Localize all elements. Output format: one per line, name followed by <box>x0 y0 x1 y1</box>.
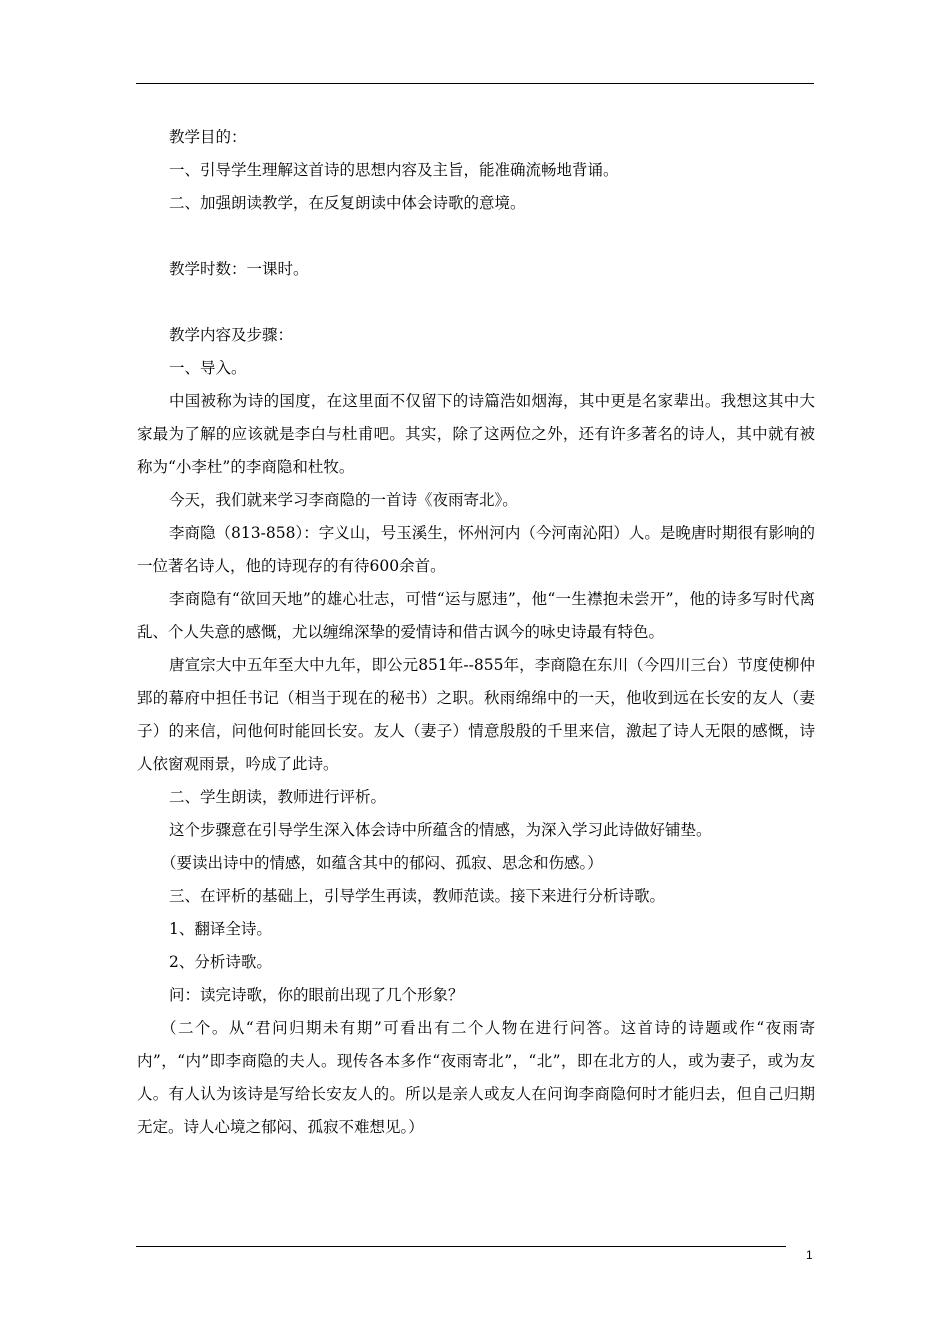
lesson-plan-body <box>137 121 815 1144</box>
step2-title: 二、学生朗读，教师进行评析。 <box>169 788 387 806</box>
step1-paragraph: 李商隐（813-858）：字义山，号玉溪生，怀州河内（今河南沁阳）人。是晚唐时期很有影响的一位著名诗人，他的诗现存的有待600余首。 <box>137 524 815 575</box>
step3-answer: （二个。从“君问归期未有期”可看出有二个人物在进行问答。这首诗的诗题或作“夜雨寄内”，“内”即李商隐的夫人。现传各本多作“夜雨寄北”，“北”，即在北方的人，或为妻子，或为友人。有人认为该诗是写给长安友人的。所以是亲人或友人在问询李商隐何时才能归去，但自己归期无定。诗人心境之郁闷、孤寂不难想见。） <box>137 1019 815 1136</box>
step3-item-1: 1、翻译全诗。 <box>169 920 272 938</box>
objective-item-1: 一、引导学生理解这首诗的思想内容及主旨，能准确流畅地背诵。 <box>169 161 619 179</box>
step3-question: 问：读完诗歌，你的眼前出现了几个形象？ <box>169 986 464 1004</box>
content-heading: 教学内容及步骤： <box>169 326 294 344</box>
step2-note: （要读出诗中的情感，如蕴含其中的郁闷、孤寂、思念和伤感。） <box>161 854 603 872</box>
objective-heading: 教学目的： <box>169 128 247 146</box>
footer-rule <box>136 1246 786 1247</box>
step1-paragraph: 中国被称为诗的国度，在这里面不仅留下的诗篇浩如烟海，其中更是名家辈出。我想这其中大家最为了解的应该就是李白与杜甫吧。其实，除了这两位之外，还有许多著名的诗人，其中就有被称为“小李杜”的李商隐和杜牧。 <box>137 392 815 476</box>
step2-paragraph: 这个步骤意在引导学生深入体会诗中所蕴含的情感，为深入学习此诗做好铺垫。 <box>169 821 712 839</box>
step3-title: 三、在评析的基础上，引导学生再读，教师范读。接下来进行分析诗歌。 <box>169 887 666 905</box>
duration-text: 教学时数：一课时。 <box>169 260 309 278</box>
step1-paragraph: 唐宣宗大中五年至大中九年，即公元851年--855年，李商隐在东川（今四川三台）节度使柳仲郢的幕府中担任书记（相当于现在的秘书）之职。秋雨绵绵中的一天，他收到远在长安的友人（妻子）的来信，问他何时能回长安。友人（妻子）情意殷殷的千里来信，激起了诗人无限的感慨，诗人依窗观雨景，吟成了此诗。 <box>137 656 815 773</box>
step3-item-2: 2、分析诗歌。 <box>169 953 272 971</box>
header-rule <box>136 83 814 84</box>
spacer <box>137 220 815 253</box>
objective-item-2: 二、加强朗读教学，在反复朗读中体会诗歌的意境。 <box>169 194 526 212</box>
spacer <box>137 286 815 319</box>
step1-title: 一、导入。 <box>169 359 247 377</box>
page-number: 1 <box>806 1248 813 1262</box>
step1-paragraph: 李商隐有“欲回天地”的雄心壮志，可惜“运与愿违”，他“一生襟抱未尝开”，他的诗多写时代离乱、个人失意的感慨，尤以缠绵深挚的爱情诗和借古讽今的咏史诗最有特色。 <box>137 590 815 641</box>
step1-paragraph: 今天，我们就来学习李商隐的一首诗《夜雨寄北》。 <box>169 491 518 509</box>
